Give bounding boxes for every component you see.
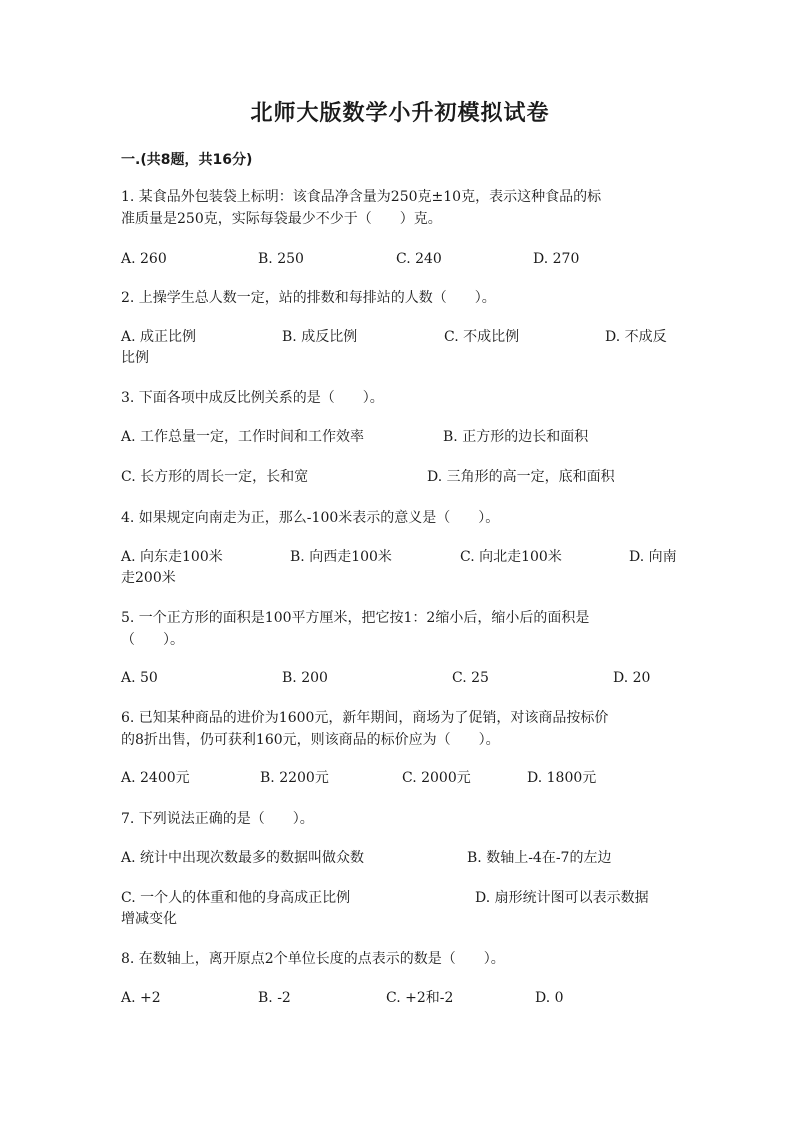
option-c: C. +2和-2: [386, 990, 454, 1006]
option-a: A. 260: [121, 251, 167, 267]
option-b: B. 向西走100米: [290, 549, 392, 565]
option-d: D. 270: [533, 251, 580, 267]
option-d: D. 20: [613, 670, 651, 686]
option-d: D. 不成反: [605, 329, 667, 345]
option-b: B. 正方形的边长和面积: [443, 429, 589, 445]
option-c: C. 向北走100米: [460, 549, 562, 565]
option-c: C. 长方形的周长一定，长和宽: [121, 469, 309, 485]
question-text: 8. 在数轴上，离开原点2个单位长度的点表示的数是（ ）。: [121, 951, 505, 967]
question-5: [121, 607, 681, 651]
question-1: [121, 186, 681, 230]
page-title: 北师大版数学小升初模拟试卷: [250, 101, 550, 126]
option-a: A. +2: [121, 990, 161, 1006]
option-b: B. 2200元: [260, 770, 329, 786]
question-text: 准质量是250克，实际每袋最少不少于（ ）克。: [121, 211, 442, 227]
option-d-continuation: 增减变化: [121, 911, 177, 927]
question-text: 5. 一个正方形的面积是100平方厘米，把它按1：2缩小后，缩小后的面积是: [121, 610, 590, 626]
question-text: 1. 某食品外包装袋上标明：该食品净含量为250克±10克，表示这种食品的标: [121, 189, 602, 205]
option-d-continuation: 走200米: [121, 570, 176, 586]
option-d-continuation: 比例: [121, 350, 149, 366]
option-a: A. 2400元: [121, 770, 190, 786]
question-6: [121, 707, 681, 751]
section-heading: 一.(共8题，共16分): [121, 152, 253, 168]
question-text: 2. 上操学生总人数一定，站的排数和每排站的人数（ ）。: [121, 290, 496, 306]
option-c: C. 240: [396, 251, 442, 267]
option-d: D. 1800元: [527, 770, 597, 786]
question-2: [121, 287, 681, 309]
question-text: 4. 如果规定向南走为正，那么-100米表示的意义是（ ）。: [121, 510, 500, 526]
question-text: 的8折出售，仍可获利160元，则该商品的标价应为（ ）。: [121, 732, 500, 748]
question-4: [121, 507, 681, 529]
question-3: [121, 387, 681, 409]
option-c: C. 一个人的体重和他的身高成正比例: [121, 890, 351, 906]
option-c: C. 不成比例: [444, 329, 520, 345]
question-7: [121, 808, 681, 830]
option-d: D. 三角形的高一定，底和面积: [427, 469, 615, 485]
question-text: （ ）。: [121, 632, 184, 648]
option-d: D. 0: [535, 990, 564, 1006]
option-d: D. 扇形统计图可以表示数据: [475, 890, 649, 906]
option-b: B. 200: [282, 670, 328, 686]
option-b: B. 250: [258, 251, 304, 267]
option-c: C. 25: [452, 670, 489, 686]
option-a: A. 统计中出现次数最多的数据叫做众数: [121, 850, 365, 866]
question-text: 7. 下列说法正确的是（ ）。: [121, 811, 314, 827]
option-d: D. 向南: [629, 549, 677, 565]
option-a: A. 向东走100米: [121, 549, 223, 565]
question-8: [121, 948, 681, 970]
option-a: A. 成正比例: [121, 329, 197, 345]
option-b: B. 成反比例: [282, 329, 358, 345]
question-text: 6. 已知某种商品的进价为1600元，新年期间，商场为了促销，对该商品按标价: [121, 710, 609, 726]
option-a: A. 50: [121, 670, 158, 686]
option-c: C. 2000元: [402, 770, 471, 786]
question-text: 3. 下面各项中成反比例关系的是（ ）。: [121, 390, 384, 406]
option-a: A. 工作总量一定，工作时间和工作效率: [121, 429, 365, 445]
option-b: B. -2: [258, 990, 291, 1006]
option-b: B. 数轴上-4在-7的左边: [467, 850, 612, 866]
